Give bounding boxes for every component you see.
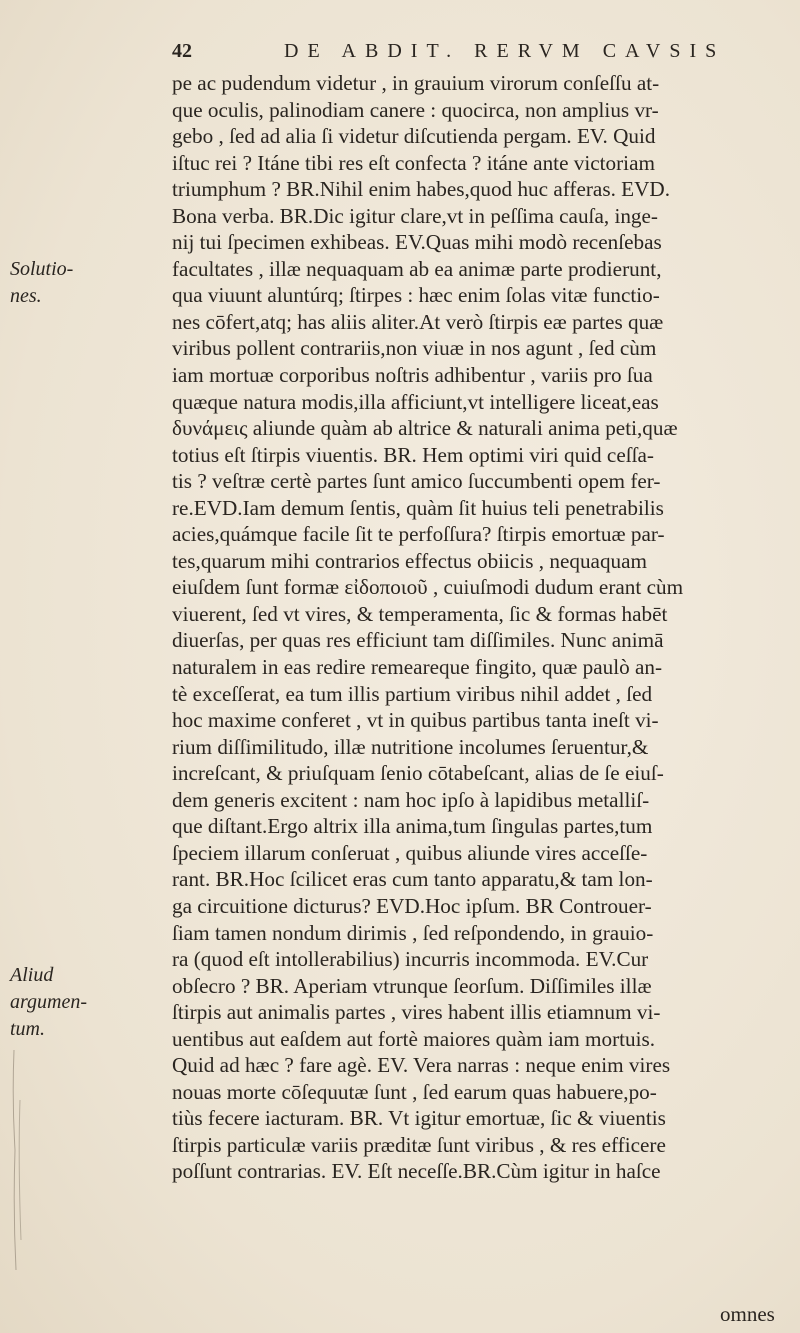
text-line: re.EVD.Iam demum ſentis, quàm ſit huius teli penetrabilis: [172, 495, 664, 520]
text-line: ſiam tamen nondum dirimis , ſed reſpondendo, in grauio-: [172, 920, 654, 945]
text-line: qua viuunt aluntúrq; ſtirpes : hæc enim ſolas vitæ functio-: [172, 283, 660, 308]
margin-note-line: tum.: [10, 1018, 45, 1040]
text-line: naturalem in eas redire remeareque fingito, quæ paulò an-: [172, 655, 663, 680]
margin-note-solutiones: [10, 256, 160, 310]
text-line: nouas morte cōſequutæ ſunt , ſed earum quas habuere,po-: [172, 1079, 657, 1104]
text-line: triumphum ? BR.Nihil enim habes,quod huc afferas. EVD.: [172, 177, 671, 202]
page-number: 42: [172, 40, 192, 62]
text-line: tes,quarum mihi contrarios effectus obiicis , nequaquam: [172, 548, 648, 573]
running-title: DE ABDIT. RERVM CAVSIS: [284, 40, 726, 62]
margin-note-line: nes.: [10, 285, 42, 307]
margin-ink-marks: [10, 1040, 24, 1280]
text-line: tè exceſſerat, ea tum illis partium viribus nihil addet , ſed: [172, 681, 653, 706]
text-line: viuerent, ſed vt vires, & temperamenta, ſic & formas habēt: [172, 601, 668, 626]
main-text: [172, 70, 794, 1185]
margin-note-aliud-argumentum: [10, 962, 160, 1043]
text-line: hoc maxime conferet , vt in quibus partibus tanta ineſt vi-: [172, 708, 659, 733]
text-line: nes cōfert,atq; has aliis aliter.At verò ſtirpis eæ partes quæ: [172, 309, 664, 334]
text-line: facultates , illæ nequaquam ab ea animæ parte prodierunt,: [172, 256, 662, 281]
text-line: quæque natura modis,illa afficiunt,vt intelligere liceat,eas: [172, 389, 659, 414]
text-line: iam mortuæ corporibus noſtris adhibentur , variis pro ſua: [172, 363, 653, 388]
margin-note-line: argumen-: [10, 991, 88, 1013]
text-line: nij tui ſpecimen exhibeas. EV.Quas mihi modò recenſebas: [172, 230, 662, 255]
text-line: rium diſſimilitudo, illæ nutritione incolumes ſeruentur,&: [172, 734, 649, 759]
text-line: ſtirpis aut animalis partes , vires habent illis etiamnum vi-: [172, 1000, 661, 1025]
text-line: tis ? veſtræ certè partes ſunt amico ſuccumbenti opem fer-: [172, 469, 661, 494]
text-line: totius eſt ſtirpis viuentis. BR. Hem optimi viri quid ceſſa-: [172, 442, 654, 467]
margin-note-line: Aliud: [10, 964, 54, 986]
text-line: iſtuc rei ? Itáne tibi res eſt confecta ? itáne ante victoriam: [172, 150, 655, 175]
text-line: Bona verba. BR.Dic igitur clare,vt in peſſima cauſa, inge-: [172, 203, 658, 228]
text-line: obſecro ? BR. Aperiam vtrunque ſeorſum. Diſſimiles illæ: [172, 973, 652, 998]
text-line: viribus pollent contrariis,non viuæ in nos agunt , ſed cùm: [172, 336, 657, 361]
margin-note-line: Solutio-: [10, 258, 74, 280]
text-line: que oculis, palinodiam canere : quocirca, non amplius vr-: [172, 97, 659, 122]
text-line: increſcant, & priuſquam ſenio cōtabeſcant, alias de ſe eiuſ-: [172, 761, 664, 786]
text-line: dem generis excitent : nam hoc ipſo à lapidibus metalliſ-: [172, 787, 650, 812]
text-line: diuerſas, per quas res efficiunt tam diſſimiles. Nunc animā: [172, 628, 664, 653]
text-line: gebo , ſed ad alia ſi videtur diſcutienda pergam. EV. Quid: [172, 124, 656, 149]
text-line: que diſtant.Ergo altrix illa anima,tum ſingulas partes,tum: [172, 814, 653, 839]
text-line: uentibus aut eaſdem aut fortè maiores quàm iam mortuis.: [172, 1026, 656, 1051]
text-line: poſſunt contrarias. EV. Eſt neceſſe.BR.Cùm igitur in haſce: [172, 1159, 661, 1184]
text-line: ra (quod eſt intollerabilius) incurris incommoda. EV.Cur: [172, 947, 649, 972]
text-line: ſtirpis particulæ variis præditæ ſunt viribus , & res efficere: [172, 1132, 666, 1157]
text-line: eiuſdem ſunt formæ εἰδοποιοῦ , cuiuſmodi dudum erant cùm: [172, 575, 684, 600]
text-line: rant. BR.Hoc ſcilicet eras cum tanto apparatu,& tam lon-: [172, 867, 653, 892]
text-line: tiùs fecere iacturam. BR. Vt igitur emortuæ, ſic & viuentis: [172, 1106, 666, 1131]
catchword: omnes: [720, 1302, 775, 1326]
text-line: Quid ad hæc ? fare agè. EV. Vera narras : neque enim vires: [172, 1053, 671, 1078]
text-line: ſpeciem illarum conſeruat , quibus aliunde vires acceſſe-: [172, 840, 648, 865]
text-line: acies,quámque facile ſit te perfoſſura? ſtirpis emortuæ par-: [172, 522, 665, 547]
page-header: [172, 40, 732, 70]
text-line: ga circuitione dicturus? EVD.Hoc ipſum. BR Controuer-: [172, 893, 652, 918]
text-line: δυνάμεις aliunde quàm ab altrice & naturali anima peti,quæ: [172, 416, 678, 441]
text-line: pe ac pudendum videtur , in grauium virorum conſeſſu at-: [172, 71, 660, 95]
